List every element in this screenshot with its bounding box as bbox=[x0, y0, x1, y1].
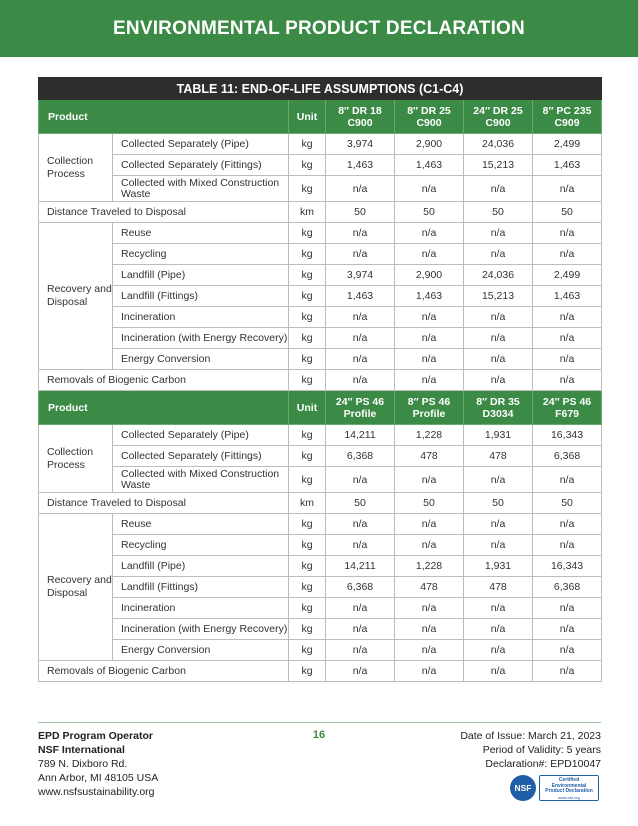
value-cell: n/a bbox=[464, 307, 533, 328]
end-of-life-table-wrap bbox=[38, 77, 601, 682]
value-cell: 50 bbox=[326, 493, 395, 514]
header-row bbox=[39, 100, 602, 134]
value-cell: n/a bbox=[533, 467, 602, 493]
row-unit: kg bbox=[289, 535, 326, 556]
row-label: Reuse bbox=[113, 223, 289, 244]
value-cell: n/a bbox=[395, 176, 464, 202]
value-cell: 1,463 bbox=[326, 286, 395, 307]
row-label: Collected Separately (Pipe) bbox=[113, 425, 289, 446]
value-cell: n/a bbox=[326, 640, 395, 661]
value-cell: 1,463 bbox=[326, 155, 395, 176]
row-label: Collected Separately (Pipe) bbox=[113, 134, 289, 155]
value-cell: n/a bbox=[464, 640, 533, 661]
row-unit: kg bbox=[289, 134, 326, 155]
nsf-certified-badge bbox=[510, 774, 601, 802]
value-cell: 6,368 bbox=[326, 446, 395, 467]
table-row bbox=[39, 349, 602, 370]
row-label: Collected Separately (Fittings) bbox=[113, 446, 289, 467]
value-cell: n/a bbox=[464, 223, 533, 244]
column-header-line2: C900 bbox=[416, 116, 442, 129]
row-label: Reuse bbox=[113, 514, 289, 535]
row-unit: kg bbox=[289, 349, 326, 370]
table-row bbox=[39, 265, 602, 286]
operator-label: EPD Program Operator bbox=[38, 730, 153, 742]
operator-street: 789 N. Dixboro Rd. bbox=[38, 758, 128, 770]
value-cell: 16,343 bbox=[533, 556, 602, 577]
value-cell: 50 bbox=[464, 202, 533, 223]
table-row bbox=[39, 640, 602, 661]
value-cell: 2,499 bbox=[533, 265, 602, 286]
value-cell: n/a bbox=[533, 661, 602, 682]
value-cell: n/a bbox=[464, 598, 533, 619]
product-column-header bbox=[326, 391, 395, 425]
table-row bbox=[39, 467, 602, 493]
value-cell: n/a bbox=[326, 328, 395, 349]
value-cell: n/a bbox=[395, 619, 464, 640]
table-row bbox=[39, 155, 602, 176]
recovery-disposal-category: Recovery and Disposal bbox=[39, 514, 113, 661]
value-cell: n/a bbox=[395, 349, 464, 370]
row-unit: kg bbox=[289, 370, 326, 391]
value-cell: 50 bbox=[464, 493, 533, 514]
row-label: Landfill (Fittings) bbox=[113, 577, 289, 598]
value-cell: n/a bbox=[533, 244, 602, 265]
value-cell: n/a bbox=[395, 467, 464, 493]
value-cell: n/a bbox=[395, 328, 464, 349]
row-unit: kg bbox=[289, 223, 326, 244]
table-row bbox=[39, 223, 602, 244]
value-cell: n/a bbox=[326, 307, 395, 328]
row-label: Landfill (Pipe) bbox=[113, 265, 289, 286]
value-cell: n/a bbox=[326, 370, 395, 391]
biogenic-carbon-row bbox=[39, 370, 602, 391]
table-row bbox=[39, 598, 602, 619]
value-cell: 50 bbox=[326, 202, 395, 223]
nsf-logo-text: NSF bbox=[514, 783, 532, 793]
operator-org: NSF International bbox=[38, 744, 125, 756]
value-cell: 1,463 bbox=[533, 286, 602, 307]
column-header-line2: C900 bbox=[485, 116, 511, 129]
value-cell: n/a bbox=[326, 176, 395, 202]
value-cell: n/a bbox=[464, 244, 533, 265]
operator-website[interactable]: www.nsfsustainability.org bbox=[38, 786, 155, 798]
product-column-header bbox=[533, 391, 602, 425]
date-of-issue: Date of Issue: March 21, 2023 bbox=[460, 730, 601, 742]
value-cell: 3,974 bbox=[326, 265, 395, 286]
nsf-logo-icon bbox=[510, 775, 536, 801]
value-cell: 1,463 bbox=[533, 155, 602, 176]
row-unit: kg bbox=[289, 307, 326, 328]
row-label: Collected with Mixed Construction Waste bbox=[113, 467, 289, 493]
value-cell: n/a bbox=[395, 307, 464, 328]
value-cell: n/a bbox=[464, 514, 533, 535]
value-cell: n/a bbox=[464, 370, 533, 391]
value-cell: n/a bbox=[533, 598, 602, 619]
value-cell: n/a bbox=[533, 535, 602, 556]
column-header-line2: F679 bbox=[555, 407, 579, 420]
value-cell: 2,900 bbox=[395, 265, 464, 286]
product-header: Product bbox=[39, 391, 289, 425]
value-cell: n/a bbox=[395, 535, 464, 556]
value-cell: n/a bbox=[326, 349, 395, 370]
row-unit: kg bbox=[289, 577, 326, 598]
column-header-line2: Profile bbox=[343, 407, 377, 420]
distance-row bbox=[39, 202, 602, 223]
row-unit: kg bbox=[289, 286, 326, 307]
column-header-line1: 8″ DR 35 bbox=[476, 395, 520, 408]
value-cell: 15,213 bbox=[464, 155, 533, 176]
table-row bbox=[39, 286, 602, 307]
row-label: Incineration bbox=[113, 307, 289, 328]
value-cell: 6,368 bbox=[326, 577, 395, 598]
value-cell: n/a bbox=[326, 619, 395, 640]
unit-header: Unit bbox=[289, 391, 326, 425]
row-label: Recycling bbox=[113, 244, 289, 265]
value-cell: n/a bbox=[464, 619, 533, 640]
row-unit: kg bbox=[289, 155, 326, 176]
value-cell: 6,368 bbox=[533, 577, 602, 598]
value-cell: 1,463 bbox=[395, 155, 464, 176]
column-header-line1: 8″ PS 46 bbox=[407, 395, 451, 408]
value-cell: n/a bbox=[326, 661, 395, 682]
row-label: Landfill (Fittings) bbox=[113, 286, 289, 307]
table-row bbox=[39, 514, 602, 535]
page-number: 16 bbox=[312, 729, 326, 741]
table-row bbox=[39, 446, 602, 467]
table-row bbox=[39, 176, 602, 202]
page-banner bbox=[0, 0, 638, 57]
product-column-header bbox=[395, 100, 464, 134]
value-cell: n/a bbox=[395, 244, 464, 265]
value-cell: n/a bbox=[533, 307, 602, 328]
row-unit: kg bbox=[289, 619, 326, 640]
table-row bbox=[39, 619, 602, 640]
value-cell: n/a bbox=[395, 370, 464, 391]
banner-title: ENVIRONMENTAL PRODUCT DECLARATION bbox=[113, 17, 525, 39]
value-cell: n/a bbox=[464, 535, 533, 556]
value-cell: 1,931 bbox=[464, 556, 533, 577]
value-cell: 14,211 bbox=[326, 556, 395, 577]
row-unit: kg bbox=[289, 244, 326, 265]
table-title-row bbox=[39, 78, 602, 100]
row-label: Collected with Mixed Construction Waste bbox=[113, 176, 289, 202]
value-cell: n/a bbox=[533, 176, 602, 202]
row-label: Collected Separately (Fittings) bbox=[113, 155, 289, 176]
row-unit: kg bbox=[289, 328, 326, 349]
value-cell: 50 bbox=[533, 493, 602, 514]
value-cell: n/a bbox=[326, 514, 395, 535]
row-unit: km bbox=[289, 493, 326, 514]
value-cell: 14,211 bbox=[326, 425, 395, 446]
column-header-line1: 24″ DR 25 bbox=[473, 104, 523, 117]
row-label: Landfill (Pipe) bbox=[113, 556, 289, 577]
value-cell: n/a bbox=[395, 640, 464, 661]
table-row bbox=[39, 244, 602, 265]
value-cell: n/a bbox=[533, 514, 602, 535]
row-unit: kg bbox=[289, 467, 326, 493]
product-column-header bbox=[395, 391, 464, 425]
value-cell: n/a bbox=[326, 467, 395, 493]
row-label: Removals of Biogenic Carbon bbox=[39, 370, 289, 391]
column-header-line1: 8″ DR 25 bbox=[407, 104, 451, 117]
product-column-header bbox=[533, 100, 602, 134]
badge-line-declaration: Product Declaration bbox=[545, 788, 593, 794]
product-column-header bbox=[326, 100, 395, 134]
badge-line-environmental: Environmental bbox=[551, 782, 587, 789]
table-row bbox=[39, 535, 602, 556]
value-cell: n/a bbox=[326, 598, 395, 619]
row-label: Incineration (with Energy Recovery) bbox=[113, 328, 289, 349]
value-cell: n/a bbox=[533, 640, 602, 661]
row-label: Incineration (with Energy Recovery) bbox=[113, 619, 289, 640]
value-cell: n/a bbox=[326, 244, 395, 265]
distance-row bbox=[39, 493, 602, 514]
value-cell: n/a bbox=[533, 223, 602, 244]
row-unit: kg bbox=[289, 265, 326, 286]
table-body bbox=[39, 78, 602, 682]
product-column-header bbox=[464, 391, 533, 425]
row-label: Distance Traveled to Disposal bbox=[39, 493, 289, 514]
row-label: Energy Conversion bbox=[113, 349, 289, 370]
period-of-validity: Period of Validity: 5 years bbox=[482, 744, 601, 756]
value-cell: n/a bbox=[533, 370, 602, 391]
row-unit: kg bbox=[289, 556, 326, 577]
biogenic-carbon-row bbox=[39, 661, 602, 682]
value-cell: 2,499 bbox=[533, 134, 602, 155]
row-unit: kg bbox=[289, 661, 326, 682]
value-cell: 478 bbox=[464, 446, 533, 467]
product-column-header bbox=[464, 100, 533, 134]
badge-line-certified: Certified bbox=[558, 777, 580, 783]
column-header-line2: D3034 bbox=[482, 407, 514, 420]
value-cell: 478 bbox=[395, 577, 464, 598]
row-label: Incineration bbox=[113, 598, 289, 619]
operator-city: Ann Arbor, MI 48105 USA bbox=[38, 772, 159, 784]
row-unit: km bbox=[289, 202, 326, 223]
column-header-line2: Profile bbox=[412, 407, 446, 420]
badge-caption bbox=[539, 775, 599, 801]
table-title: TABLE 11: END-OF-LIFE ASSUMPTIONS (C1-C4) bbox=[39, 78, 602, 100]
value-cell: n/a bbox=[326, 223, 395, 244]
value-cell: 50 bbox=[533, 202, 602, 223]
table-row bbox=[39, 556, 602, 577]
table-row bbox=[39, 134, 602, 155]
value-cell: 3,974 bbox=[326, 134, 395, 155]
collection-process-category: Collection Process bbox=[39, 134, 113, 202]
table-row bbox=[39, 577, 602, 598]
column-header-line2: C909 bbox=[554, 116, 580, 129]
value-cell: 50 bbox=[395, 202, 464, 223]
value-cell: n/a bbox=[464, 328, 533, 349]
value-cell: 478 bbox=[464, 577, 533, 598]
footer-operator-block bbox=[38, 729, 158, 799]
value-cell: 1,463 bbox=[395, 286, 464, 307]
badge-line-website: www.nsf.org bbox=[558, 794, 580, 800]
value-cell: 15,213 bbox=[464, 286, 533, 307]
footer-divider bbox=[38, 722, 601, 723]
value-cell: 24,036 bbox=[464, 134, 533, 155]
row-unit: kg bbox=[289, 446, 326, 467]
header-row bbox=[39, 391, 602, 425]
product-header: Product bbox=[39, 100, 289, 134]
value-cell: 1,228 bbox=[395, 425, 464, 446]
value-cell: n/a bbox=[533, 349, 602, 370]
row-unit: kg bbox=[289, 176, 326, 202]
value-cell: 1,228 bbox=[395, 556, 464, 577]
value-cell: 6,368 bbox=[533, 446, 602, 467]
row-label: Distance Traveled to Disposal bbox=[39, 202, 289, 223]
value-cell: 1,931 bbox=[464, 425, 533, 446]
value-cell: 478 bbox=[395, 446, 464, 467]
value-cell: 50 bbox=[395, 493, 464, 514]
table-row bbox=[39, 307, 602, 328]
column-header-line1: 8″ DR 18 bbox=[338, 104, 382, 117]
row-label: Energy Conversion bbox=[113, 640, 289, 661]
value-cell: n/a bbox=[395, 598, 464, 619]
table-row bbox=[39, 425, 602, 446]
end-of-life-table bbox=[38, 77, 602, 682]
row-label: Removals of Biogenic Carbon bbox=[39, 661, 289, 682]
value-cell: n/a bbox=[395, 661, 464, 682]
value-cell: 24,036 bbox=[464, 265, 533, 286]
recovery-disposal-category: Recovery and Disposal bbox=[39, 223, 113, 370]
value-cell: n/a bbox=[533, 619, 602, 640]
column-header-line2: C900 bbox=[347, 116, 373, 129]
footer-declaration-block bbox=[460, 729, 601, 771]
value-cell: 16,343 bbox=[533, 425, 602, 446]
value-cell: n/a bbox=[464, 661, 533, 682]
column-header-line1: 24″ PS 46 bbox=[335, 395, 385, 408]
value-cell: n/a bbox=[464, 467, 533, 493]
value-cell: n/a bbox=[464, 176, 533, 202]
value-cell: n/a bbox=[395, 223, 464, 244]
declaration-number: Declaration#: EPD10047 bbox=[485, 758, 601, 770]
collection-process-category: Collection Process bbox=[39, 425, 113, 493]
column-header-line1: 24″ PS 46 bbox=[542, 395, 592, 408]
value-cell: n/a bbox=[326, 535, 395, 556]
row-unit: kg bbox=[289, 640, 326, 661]
unit-header: Unit bbox=[289, 100, 326, 134]
value-cell: n/a bbox=[533, 328, 602, 349]
column-header-line1: 8″ PC 235 bbox=[542, 104, 592, 117]
row-unit: kg bbox=[289, 425, 326, 446]
value-cell: n/a bbox=[464, 349, 533, 370]
value-cell: 2,900 bbox=[395, 134, 464, 155]
value-cell: n/a bbox=[395, 514, 464, 535]
table-row bbox=[39, 328, 602, 349]
row-unit: kg bbox=[289, 514, 326, 535]
row-unit: kg bbox=[289, 598, 326, 619]
row-label: Recycling bbox=[113, 535, 289, 556]
